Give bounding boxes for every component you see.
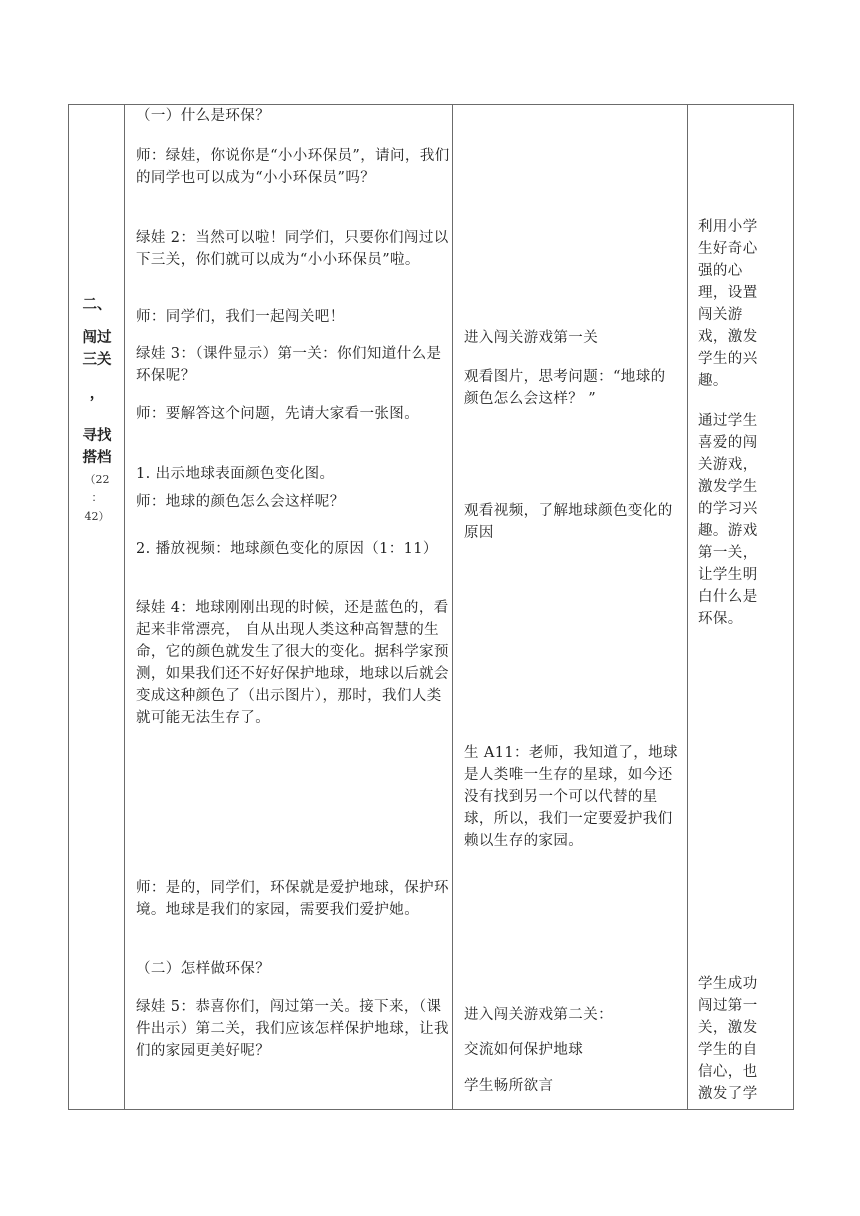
- teacher-activity-paragraph: 师：地球的颜色怎么会这样呢？: [136, 494, 345, 510]
- teacher-activity-paragraph: 师：同学们，我们一起闯关吧！: [136, 309, 345, 325]
- teacher-activity-paragraph: （一）什么是环保？: [136, 108, 271, 124]
- stage-title-line: 二、: [82, 297, 112, 313]
- teacher-activity-paragraph: （二）怎样做环保？: [136, 961, 271, 977]
- design-intent-paragraph: 学生成功闯过第一关，激发学生的自信心，也激发了学: [698, 976, 758, 1102]
- stage-title-line: 寻找: [82, 428, 112, 444]
- student-activity-paragraph: 进入闯关游戏第二关：: [464, 1007, 613, 1023]
- teacher-activity-paragraph: 绿娃 5：恭喜你们，闯过第一关。接下来，（课件出示）第二关，我们应该怎样保护地球，让我们的家园更美好呢？: [136, 999, 449, 1059]
- stage-title-line: 搭档: [82, 450, 112, 466]
- student-activity-paragraph: 生 A11：老师，我知道了，地球是人类唯一生存的星球，如今还没有找到另一个可以代替的星球，所以，我们一定要爱护我们赖以生存的家园。: [464, 745, 678, 849]
- teacher-activity-paragraph: 2. 播放视频：地球颜色变化的原因（1：11）: [136, 541, 438, 557]
- teacher-activity-paragraph: 绿娃 2：当然可以啦！同学们，只要你们闯过以下三关，你们就可以成为“小小环保员”啦。: [136, 230, 449, 268]
- teacher-activity-paragraph: 师：是的，同学们，环保就是爱护地球，保护环境。地球是我们的家园，需要我们爱护她。: [136, 880, 449, 918]
- design-intent-paragraph: 通过学生喜爱的闯关游戏，激发学生的学习兴趣。游戏第一关，让学生明白什么是环保。: [698, 413, 758, 627]
- stage-title-line: 三关: [82, 352, 112, 368]
- stage-title-line: ，: [89, 386, 105, 402]
- stage-duration: 42）: [84, 510, 110, 523]
- teacher-activity-paragraph: 1. 出示地球表面颜色变化图。: [136, 466, 335, 482]
- student-activity-paragraph: 观看视频，了解地球颜色变化的原因: [464, 503, 673, 541]
- student-activity-paragraph: 学生畅所欲言: [464, 1078, 554, 1094]
- column-divider: [452, 105, 453, 1109]
- student-activity-paragraph: 交流如何保护地球: [464, 1042, 584, 1058]
- stage-duration: （22: [84, 473, 110, 486]
- teacher-activity-paragraph: 师：绿娃，你说你是“小小环保员”，请问，我们的同学也可以成为“小小环保员”吗？: [136, 148, 450, 186]
- teacher-activity-paragraph: 师：要解答这个问题，先请大家看一张图。: [136, 406, 420, 422]
- teacher-activity-paragraph: 绿娃 4：地球刚刚出现的时候，还是蓝色的，看起来非常漂亮， 自从出现人类这种高智慧的生命，它的颜色就发生了很大的变化。据科学家预测，如果我们还不好好保护地球，地球以后就会变成这种颜色了（出示图片），那时，我们人类就可能无法生存了。: [136, 600, 449, 726]
- teacher-activity-paragraph: 绿娃 3：（课件显示）第一关：你们知道什么是环保呢？: [136, 346, 442, 384]
- student-activity-paragraph: 观看图片，思考问题：“地球的颜色怎么会这样？ ”: [464, 369, 666, 407]
- column-divider: [687, 105, 688, 1109]
- column-divider: [124, 105, 125, 1109]
- stage-duration: ：: [91, 491, 103, 504]
- stage-title-line: 闯过: [82, 330, 112, 346]
- student-activity-paragraph: 进入闯关游戏第一关: [464, 330, 599, 346]
- design-intent-paragraph: 利用小学生好奇心强的心理，设置闯关游戏，激发学生的兴趣。: [698, 219, 758, 389]
